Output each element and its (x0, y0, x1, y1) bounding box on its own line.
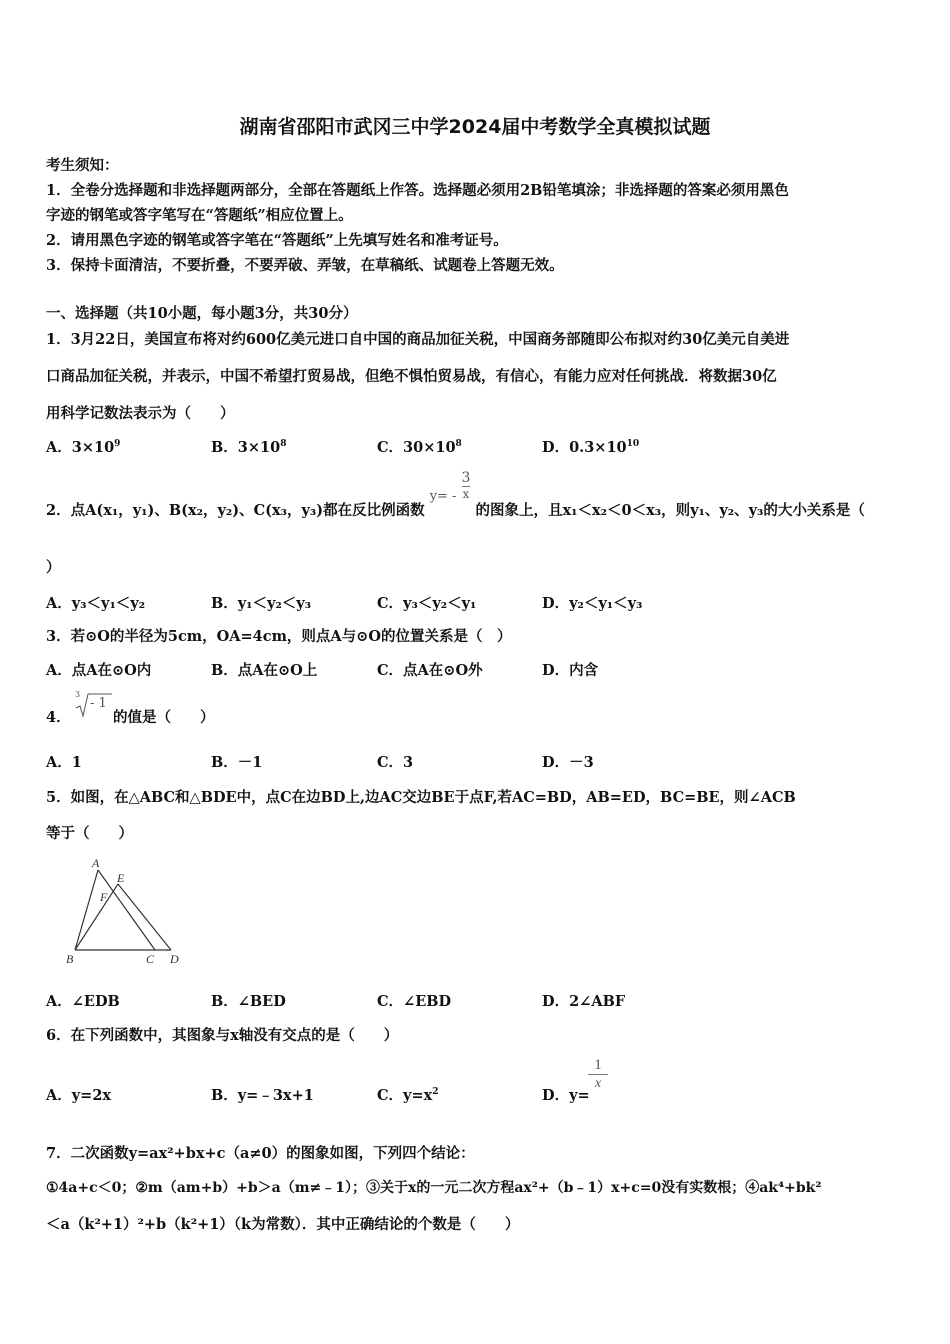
q6-option-a: A．y=2x (46, 1087, 112, 1104)
q5-option-c: C．∠EBD (377, 993, 452, 1010)
q1-option-c: C．$30\times 10^8$ (377, 439, 462, 456)
q1-line-3: 用科学记数法表示为（ ） (46, 405, 235, 422)
q5-triangle-figure (58, 855, 188, 970)
q2-fraction: $\frac{3}{x}$ (461, 470, 471, 501)
segment-ab (75, 870, 98, 950)
label-d: D (170, 952, 179, 966)
q4-text: 的值是（ ） (113, 709, 215, 726)
q5-line-1: 5．如图，在△ABC和△BDE中，点C在边BD上,边AC交边BE于点F,若AC=BD，AB=ED，BC=BE，则∠ACB (46, 789, 796, 806)
q1-line-2: 口商品加征关税，并表示，中国不希望打贸易战，但绝不惧怕贸易战，有信心，有能力应对任何挑战．将数据30亿 (46, 368, 777, 385)
q6-option-d-fraction (588, 1056, 608, 1093)
q5-option-d: D．2∠ABF (542, 993, 626, 1010)
q5-line-2: 等于（ ） (46, 825, 133, 842)
q3-option-d: D．内含 (542, 662, 599, 679)
label-a: A (92, 856, 100, 870)
notice-line-1: 1．全卷分选择题和非选择题两部分，全部在答题纸上作答。选择题必须用2B铅笔填涂；非选择题的答案必须用黑色 (46, 182, 789, 199)
q4-option-b: B．－1 (211, 754, 263, 771)
q7-line-3: ＜a（k²+1）²+b（k²+1）（k为常数）．其中正确结论的个数是（ ） (46, 1216, 520, 1233)
q4-option-c: C．3 (377, 754, 414, 771)
q6-option-b: B．y=﹣3x+1 (211, 1087, 314, 1104)
q6-option-c: C．$y=x^2$ (377, 1087, 439, 1104)
q7-line-1: 7．二次函数y=ax²+bx+c（a≠0）的图象如图，下列四个结论： (46, 1145, 475, 1162)
q4-cube-root (74, 690, 114, 720)
q4-number: 4． (46, 709, 71, 726)
q6-text: 6．在下列函数中，其图象与x轴没有交点的是（ ） (46, 1027, 399, 1044)
q2-option-a: A．y₃＜y₁＜y₂ (46, 595, 146, 612)
q2-line (46, 470, 865, 519)
section-heading: 一、选择题（共10小题，每小题3分，共30分） (46, 305, 358, 322)
q2-close: ） (46, 559, 61, 576)
q1-option-a: A．$3\times 10^9$ (46, 439, 121, 456)
segment-ed (118, 884, 171, 950)
q4-option-a: A．1 (46, 754, 82, 771)
q4-root-index: 3 (75, 690, 81, 699)
label-b: B (66, 952, 74, 966)
notice-line-2: 字迹的钢笔或答字笔写在“答题纸”相应位置上。 (46, 207, 353, 224)
q3-option-b: B．点A在⊙O上 (211, 662, 318, 679)
label-f: F (100, 890, 108, 904)
q5-option-a: A．∠EDB (46, 993, 120, 1010)
q5-option-b: B．∠BED (211, 993, 286, 1010)
q7-line-2: ①4a+c＜0；②m（am+b）+b＞a（m≠﹣1）；③关于x的一元二次方程ax²+（b﹣1）x+c=0没有实数根；④ak⁴+bk² (46, 1180, 822, 1196)
q6-option-d: D．y= (542, 1087, 590, 1104)
q1-option-d: D．$0.3\times 10^{10}$ (542, 439, 640, 456)
fraction-numerator: 1 (594, 1057, 602, 1073)
notice-line-4: 3．保持卡面清洁，不要折叠，不要弄破、弄皱，在草稿纸、试题卷上答题无效。 (46, 257, 564, 274)
segment-be (75, 884, 118, 950)
q2-option-b: B．y₁＜y₂＜y₃ (211, 595, 312, 612)
q3-option-a: A．点A在⊙O内 (46, 662, 152, 679)
q1-line-1: 1．3月22日，美国宣布将对约600亿美元进口自中国的商品加征关税，中国商务部随即公布拟对约30亿美元自美进 (46, 331, 790, 348)
q4-option-d: D．－3 (542, 754, 594, 771)
q2-text-post: 的图象上，且x₁＜x₂＜0＜x₃，则y₁、y₂、y₃的大小关系是（ (475, 501, 865, 519)
q3-text: 3．若⊙O的半径为5cm，OA=4cm，则点A与⊙O的位置关系是（ ） (46, 628, 512, 645)
q3-option-c: C．点A在⊙O外 (377, 662, 483, 679)
q2-option-d: D．y₂＜y₁＜y₃ (542, 595, 643, 612)
label-e: E (117, 871, 125, 885)
q4-radicand: - 1 (90, 696, 107, 711)
notice-heading: 考生须知： (46, 157, 119, 174)
page-title: 湖南省邵阳市武冈三中学2024届中考数学全真模拟试题 (239, 116, 711, 138)
fraction-denominator: x (588, 1074, 608, 1093)
q2-option-c: C．y₃＜y₂＜y₁ (377, 595, 477, 612)
segment-ac (98, 870, 155, 950)
notice-line-3: 2．请用黑色字迹的钢笔或答字笔在“答题纸”上先填写姓名和准考证号。 (46, 232, 508, 249)
q2-function: y= - (429, 488, 457, 504)
q2-text-pre: 2．点A(x₁，y₁)、B(x₂，y₂)、C(x₃，y₃)都在反比例函数 (46, 501, 425, 519)
label-c: C (146, 952, 155, 966)
q1-option-b: B．$3\times 10^8$ (211, 439, 287, 456)
